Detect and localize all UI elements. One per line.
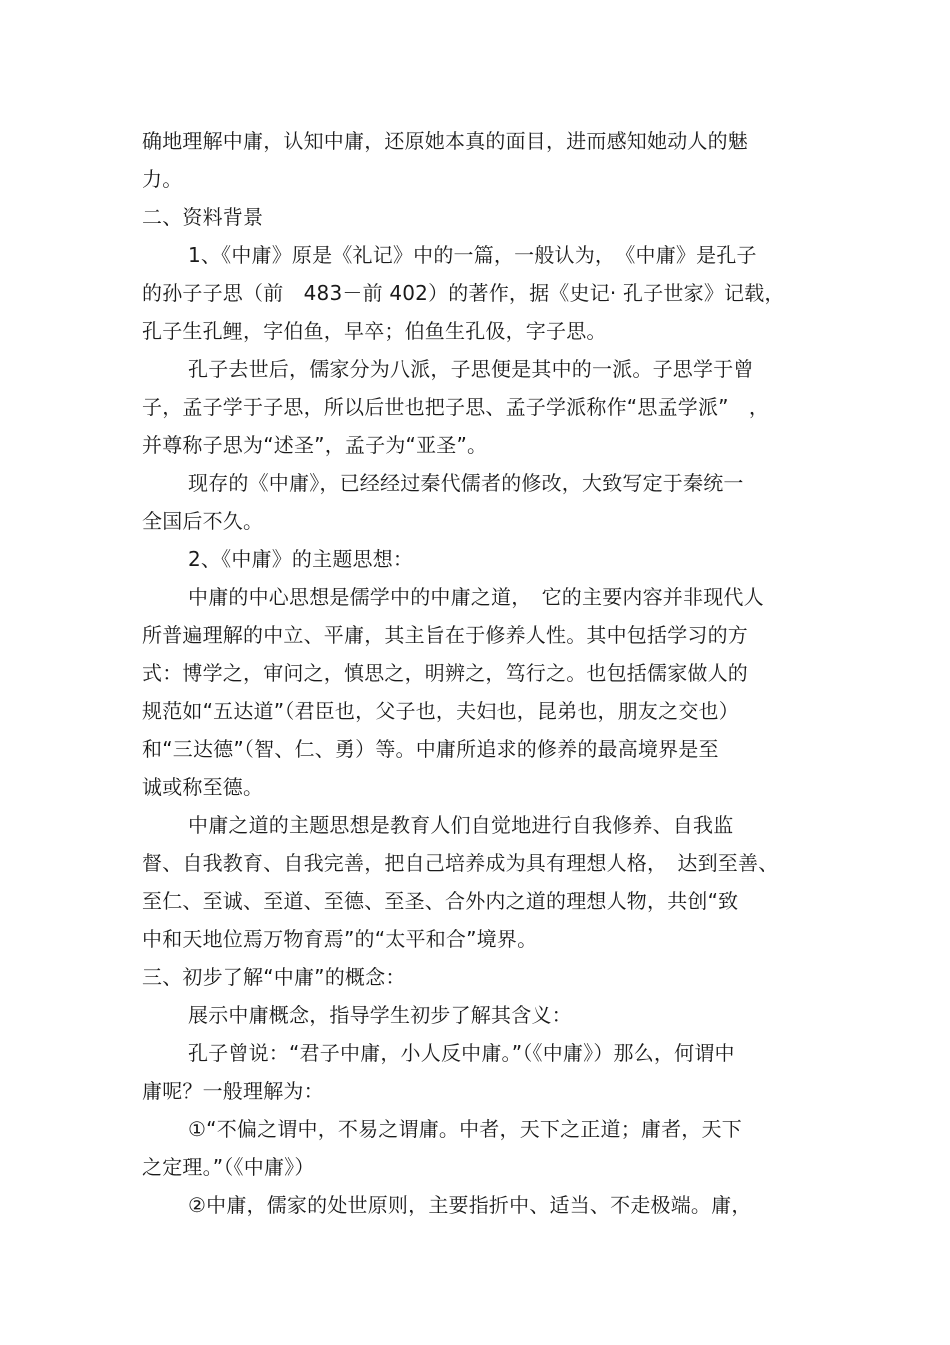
section-heading: 二、资料背景	[142, 205, 264, 229]
text-line: 子，孟子学于子思，所以后世也把子思、孟子学派称作“思孟学派” ，	[142, 395, 770, 419]
text-line: 之定理。”（《中庸》）	[142, 1155, 315, 1179]
text-line: 的孙子子思（前 483－前 402）的著作，据《史记· 孔子世家》记载，	[142, 281, 785, 305]
text-line: 确地理解中庸，认知中庸，还原她本真的面目，进而感知她动人的魅	[142, 129, 748, 153]
text-line: ②中庸，儒家的处世原则，主要指折中、适当、不走极端。庸，	[188, 1193, 752, 1217]
text-line: 中庸之道的主题思想是教育人们自觉地进行自我修养、自我监	[188, 813, 734, 837]
text-line: 中和天地位焉万物育焉”的“太平和合”境界。	[142, 927, 538, 951]
text-line: 全国后不久。	[142, 509, 264, 533]
subsection-heading: 2、《中庸》的主题思想：	[188, 547, 414, 571]
text-line: 展示中庸概念，指导学生初步了解其含义：	[188, 1003, 572, 1027]
text-line: 和“三达德”（智、仁、勇）等。中庸所追求的修养的最高境界是至	[142, 737, 719, 761]
section-heading: 三、初步了解“中庸”的概念：	[142, 965, 406, 989]
text-line: 督、自我教育、自我完善，把自己培养成为具有理想人格， 达到至善、	[142, 851, 779, 875]
text-line: 孔子去世后，儒家分为八派，子思便是其中的一派。子思学于曾	[188, 357, 754, 381]
text-line: 1、《中庸》原是《礼记》中的一篇，一般认为， 《中庸》是孔子	[188, 243, 757, 267]
text-line: 孔子生孔鲤，字伯鱼，早卒；伯鱼生孔伋，字子思。	[142, 319, 607, 343]
text-line: 规范如“五达道”（君臣也，父子也，夫妇也，昆弟也，朋友之交也）	[142, 699, 739, 723]
text-line: 所普遍理解的中立、平庸，其主旨在于修养人性。其中包括学习的方	[142, 623, 748, 647]
text-line: 并尊称子思为“述圣”，孟子为“亚圣”。	[142, 433, 488, 457]
text-line: 诚或称至德。	[142, 775, 264, 799]
text-line: 庸呢？一般理解为：	[142, 1079, 324, 1103]
text-line: 现存的《中庸》，已经经过秦代儒者的修改，大致写定于秦统一	[188, 471, 744, 495]
text-line: 式：博学之，审问之，慎思之，明辨之，笃行之。也包括儒家做人的	[142, 661, 748, 685]
text-line: 孔子曾说：“君子中庸，小人反中庸。”（《中庸》）那么，何谓中	[188, 1041, 735, 1065]
text-line: ①“不偏之谓中，不易之谓庸。中者，天下之正道；庸者，天下	[188, 1117, 742, 1141]
text-line: 中庸的中心思想是儒学中的中庸之道， 它的主要内容并非现代人	[188, 585, 764, 609]
text-line: 力。	[142, 167, 183, 191]
text-line: 至仁、至诚、至道、至德、至圣、合外内之道的理想人物，共创“致	[142, 889, 739, 913]
